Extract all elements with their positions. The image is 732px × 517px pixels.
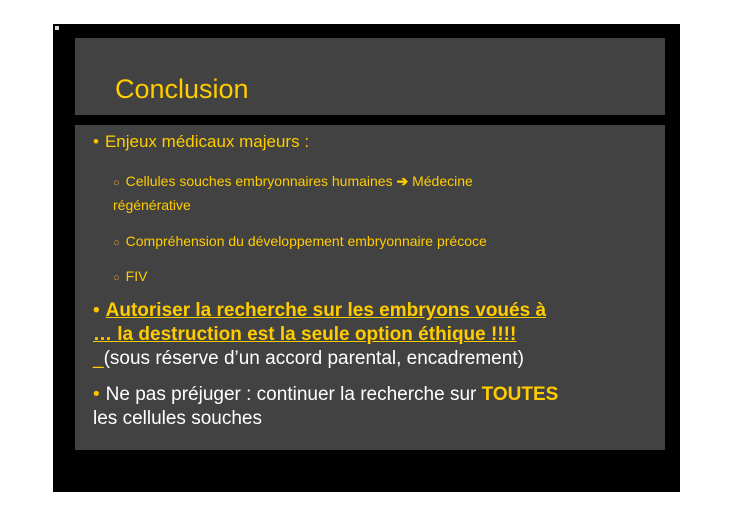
bullet-icon: • bbox=[93, 132, 99, 151]
sub-bullet-item bbox=[113, 263, 658, 291]
sub-bullet-continuation: régénérative bbox=[113, 197, 191, 213]
item-text-bold: TOUTES bbox=[481, 384, 559, 405]
bullet-item-emphasis-line3 bbox=[93, 348, 658, 370]
bullet-item-continuation: les cellules souches bbox=[93, 408, 262, 429]
bullet-item bbox=[93, 384, 658, 406]
corner-mark bbox=[55, 26, 59, 30]
content-box bbox=[75, 125, 665, 450]
item-text: (sous réserve d’un accord parental, encadrement) bbox=[103, 348, 524, 369]
item-text: Autoriser la recherche sur les embryons voués à bbox=[105, 300, 547, 321]
bullet-item-emphasis-line2 bbox=[93, 324, 658, 346]
bullet-item bbox=[93, 131, 658, 153]
bullet-item-emphasis bbox=[93, 300, 658, 322]
bullet-icon: • bbox=[93, 384, 100, 405]
circle-bullet-icon: ○ bbox=[113, 237, 120, 249]
item-text: Cellules souches embryonnaires humaines bbox=[125, 173, 397, 189]
item-text: Médecine bbox=[408, 173, 473, 189]
item-text: FIV bbox=[125, 268, 148, 284]
sub-bullet-item bbox=[113, 228, 658, 256]
circle-bullet-icon: ○ bbox=[113, 177, 120, 189]
title-box bbox=[75, 38, 665, 115]
slide bbox=[53, 24, 680, 492]
bullet-icon: • bbox=[93, 300, 100, 321]
underscore-mark: _ bbox=[93, 348, 104, 369]
item-text: … la destruction est la seule option éthique !!!! bbox=[93, 324, 517, 345]
item-text: Enjeux médicaux majeurs : bbox=[104, 132, 310, 151]
circle-bullet-icon: ○ bbox=[113, 272, 120, 284]
slide-title: Conclusion bbox=[115, 74, 249, 104]
item-text: Ne pas préjuger : continuer la recherche sur bbox=[105, 384, 482, 405]
arrow-right-icon: ➔ bbox=[396, 173, 409, 189]
item-text: Compréhension du développement embryonnaire précoce bbox=[125, 233, 487, 249]
